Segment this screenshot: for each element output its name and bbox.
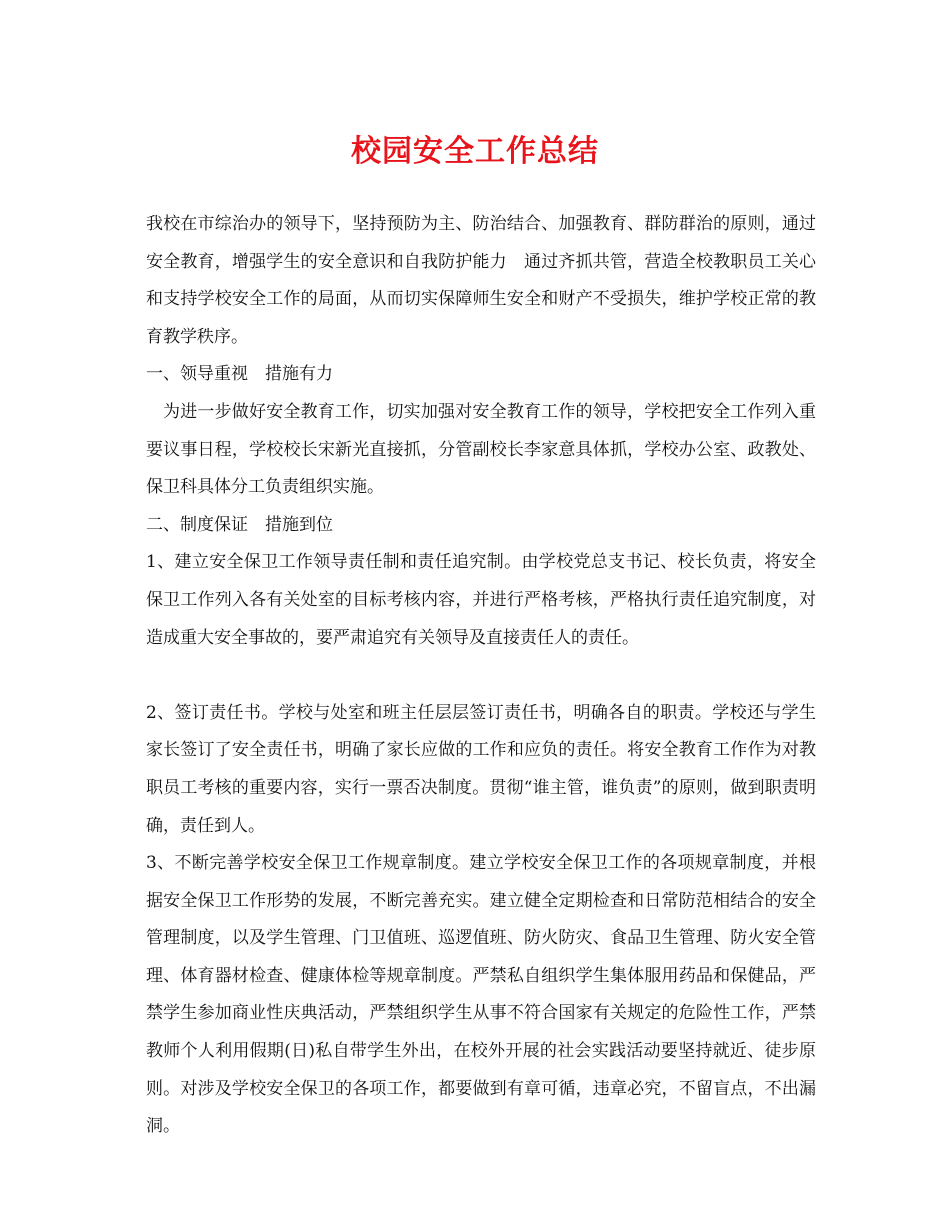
- document-body: [146, 206, 816, 1146]
- intro-paragraph: 我校在市综治办的领导下，坚持预防为主、防治结合、加强教育、群防群治的原则，通过安全教育，增强学生的安全意识和自我防护能力 通过齐抓共管，营造全校教职员工关心和支持学校安全工作的局面，从而切实保障师生安全和财产不受损失，维护学校正常的教育教学秩序。: [146, 214, 816, 347]
- section-heading-leadership: 一、领导重视 措施有力: [146, 364, 333, 385]
- section-heading-system: 二、制度保证 措施到位: [146, 514, 333, 535]
- item-2-paragraph: 2、签订责任书。学校与处室和班主任层层签订责任书，明确各自的职责。学校还与学生家长签订了安全责任书，明确了家长应做的工作和应负的责任。将安全教育工作作为对教职员工考核的重要内容，实行一票否决制度。贯彻“谁主管，谁负责”的原则，做到职责明确，责任到人。: [146, 702, 816, 836]
- item-3-paragraph: 3、不断完善学校安全保卫工作规章制度。建立学校安全保卫工作的各项规章制度，并根据安全保卫工作形势的发展，不断完善充实。建立健全定期检查和日常防范相结合的安全管理制度，以及学生管理、门卫值班、巡逻值班、防火防灾、食品卫生管理、防火安全管理、体育器材检查、健康体检等规章制度。严禁私自组织学生集体服用药品和保健品，严禁学生参加商业性庆典活动，严禁组织学生从事不符合国家有关规定的危险性工作，严禁教师个人利用假期(日)私自带学生外出，在校外开展的社会实践活动要坚持就近、徒步原则。对涉及学校安全保卫的各项工作，都要做到有章可循，违章必究，不留盲点，不出漏洞。: [146, 853, 816, 1137]
- leadership-paragraph: 为进一步做好安全教育工作，切实加强对安全教育工作的领导，学校把安全工作列入重要议事日程，学校校长宋新光直接抓，分管副校长李家意具体抓，学校办公室、政教处、保卫科具体分工负责组织实施。: [146, 401, 816, 498]
- paragraph-spacer: [146, 657, 816, 695]
- document-title: 校园安全工作总结: [351, 134, 599, 169]
- item-1-paragraph: 1、建立安全保卫工作领导责任制和责任追究制。由学校党总支书记、校长负责，将安全保卫工作列入各有关处室的目标考核内容，并进行严格考核，严格执行责任追究制度，对造成重大安全事故的，要严肃追究有关领导及直接责任人的责任。: [146, 552, 816, 648]
